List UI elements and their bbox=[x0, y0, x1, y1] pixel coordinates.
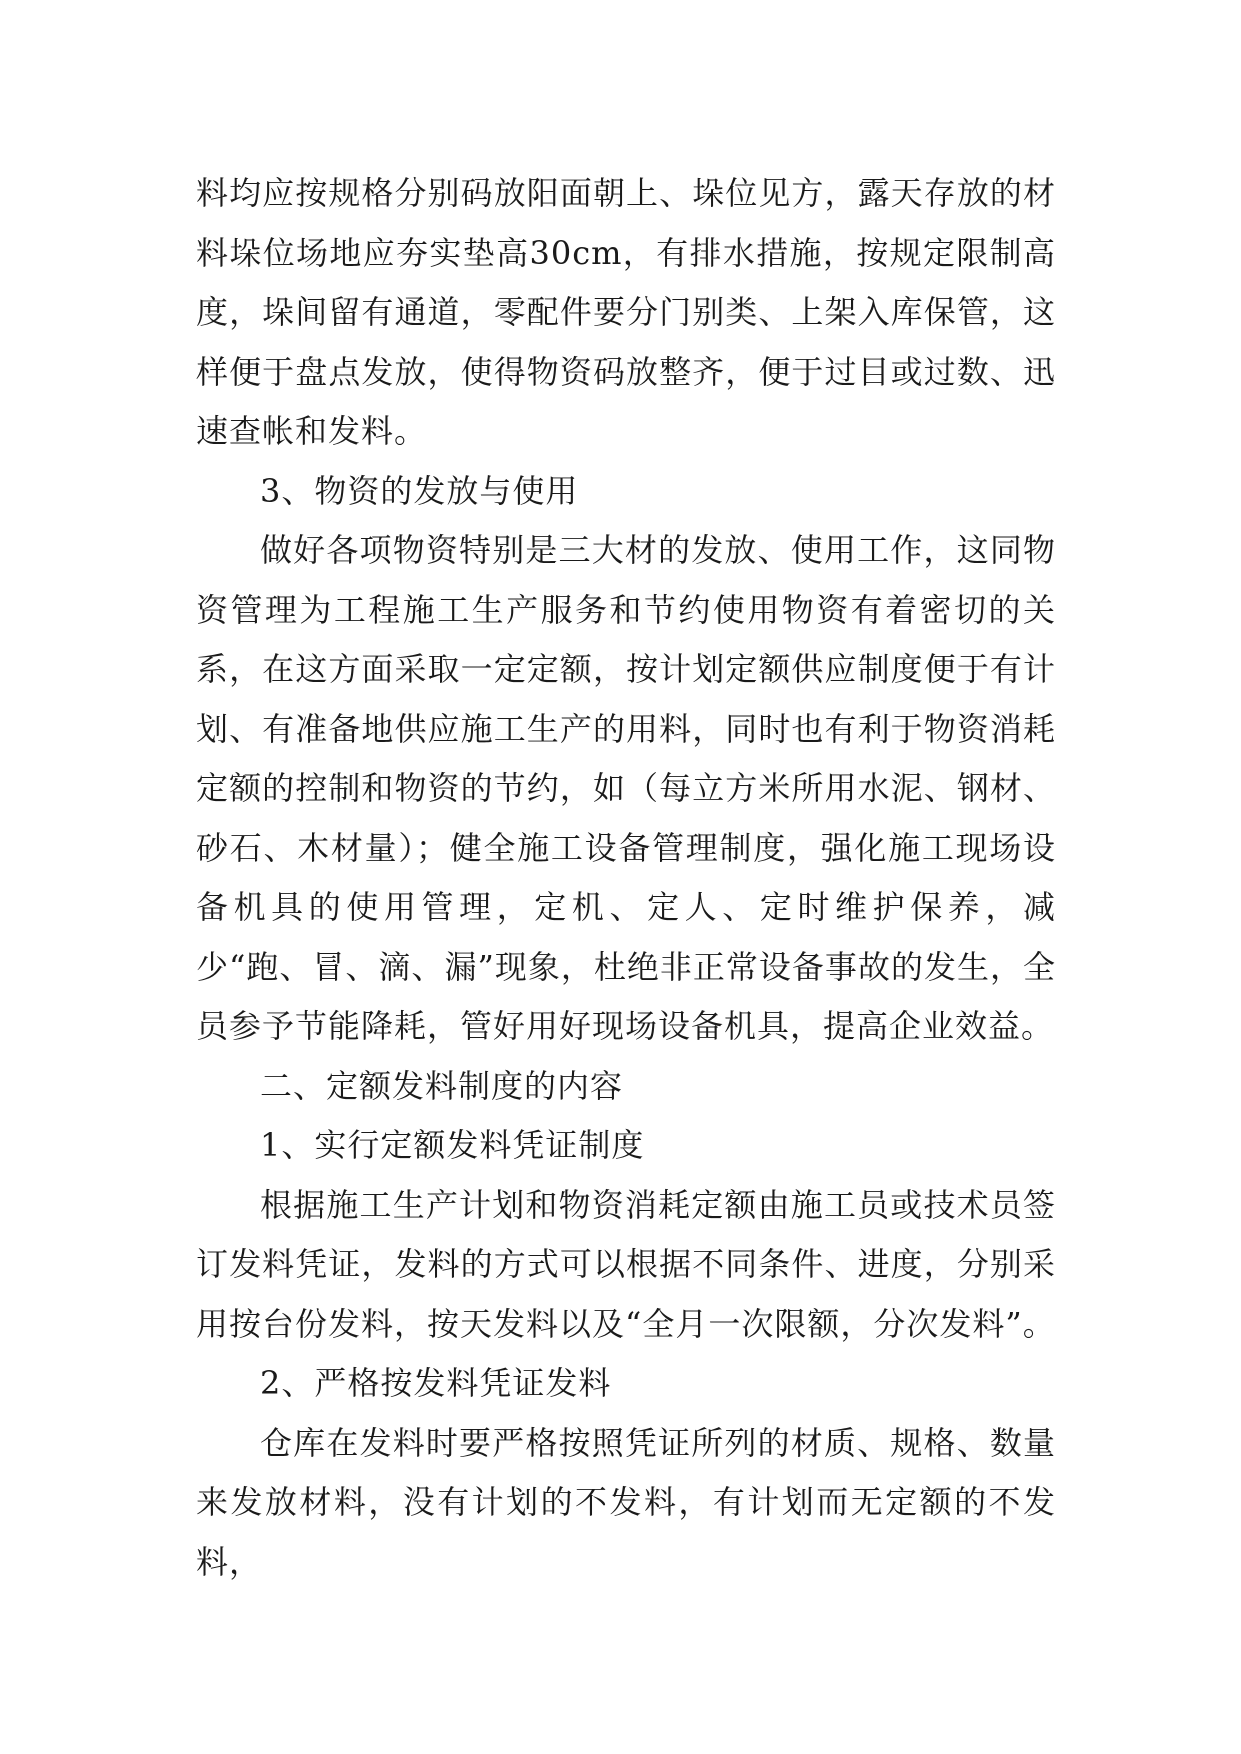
paragraph-strict-voucher-issue: 仓库在发料时要严格按照凭证所列的材质、规格、数量来发放材料，没有计划的不发料，有计划而无定额的不发料， bbox=[196, 1423, 1056, 1581]
heading-quota-voucher-system: 1、实行定额发料凭证制度 bbox=[260, 1126, 645, 1164]
heading-material-issue-and-use: 3、物资的发放与使用 bbox=[260, 471, 579, 510]
paragraph-material-issue-and-use: 做好各项物资特别是三大材的发放、使用工作，这同物资管理为工程施工生产服务和节约使用物资有着密切的关系，在这方面采取一定定额，按计划定额供应制度便于有计划、有准备地供应施工生产的用料，同时也有利于物资消耗定额的控制和物资的节约，如（每立方米所用水泥、钢材、砂石、木材量）；健全施工设备管理制度，强化施工现场设备机具的使用管理，定机、定人、定时维护保养，减少“跑、冒、滴、漏”现象，杜绝非正常设备事故的发生，全员参予节能降耗，管好用好现场设备机具，提高企业效益。 bbox=[196, 531, 1056, 1045]
heading-strict-voucher-issue: 2、严格按发料凭证发料 bbox=[260, 1364, 612, 1402]
paragraph-storage-rules: 料均应按规格分别码放阳面朝上、垛位见方，露天存放的材料垛位场地应夯实垫高30cm，有排水措施，按规定限制高度，垛间留有通道，零配件要分门别类、上架入库保管，这样便于盘点发放，使得物资码放整齐，便于过目或过数、迅速查帐和发料。 bbox=[196, 174, 1056, 450]
heading-quota-issue-system: 二、定额发料制度的内容 bbox=[260, 1066, 624, 1105]
document-body bbox=[196, 164, 1056, 1592]
paragraph-quota-voucher-system: 根据施工生产计划和物资消耗定额由施工员或技术员签订发料凭证，发料的方式可以根据不同条件、进度，分别采用按台份发料，按天发料以及“全月一次限额，分次发料”。 bbox=[196, 1185, 1056, 1343]
